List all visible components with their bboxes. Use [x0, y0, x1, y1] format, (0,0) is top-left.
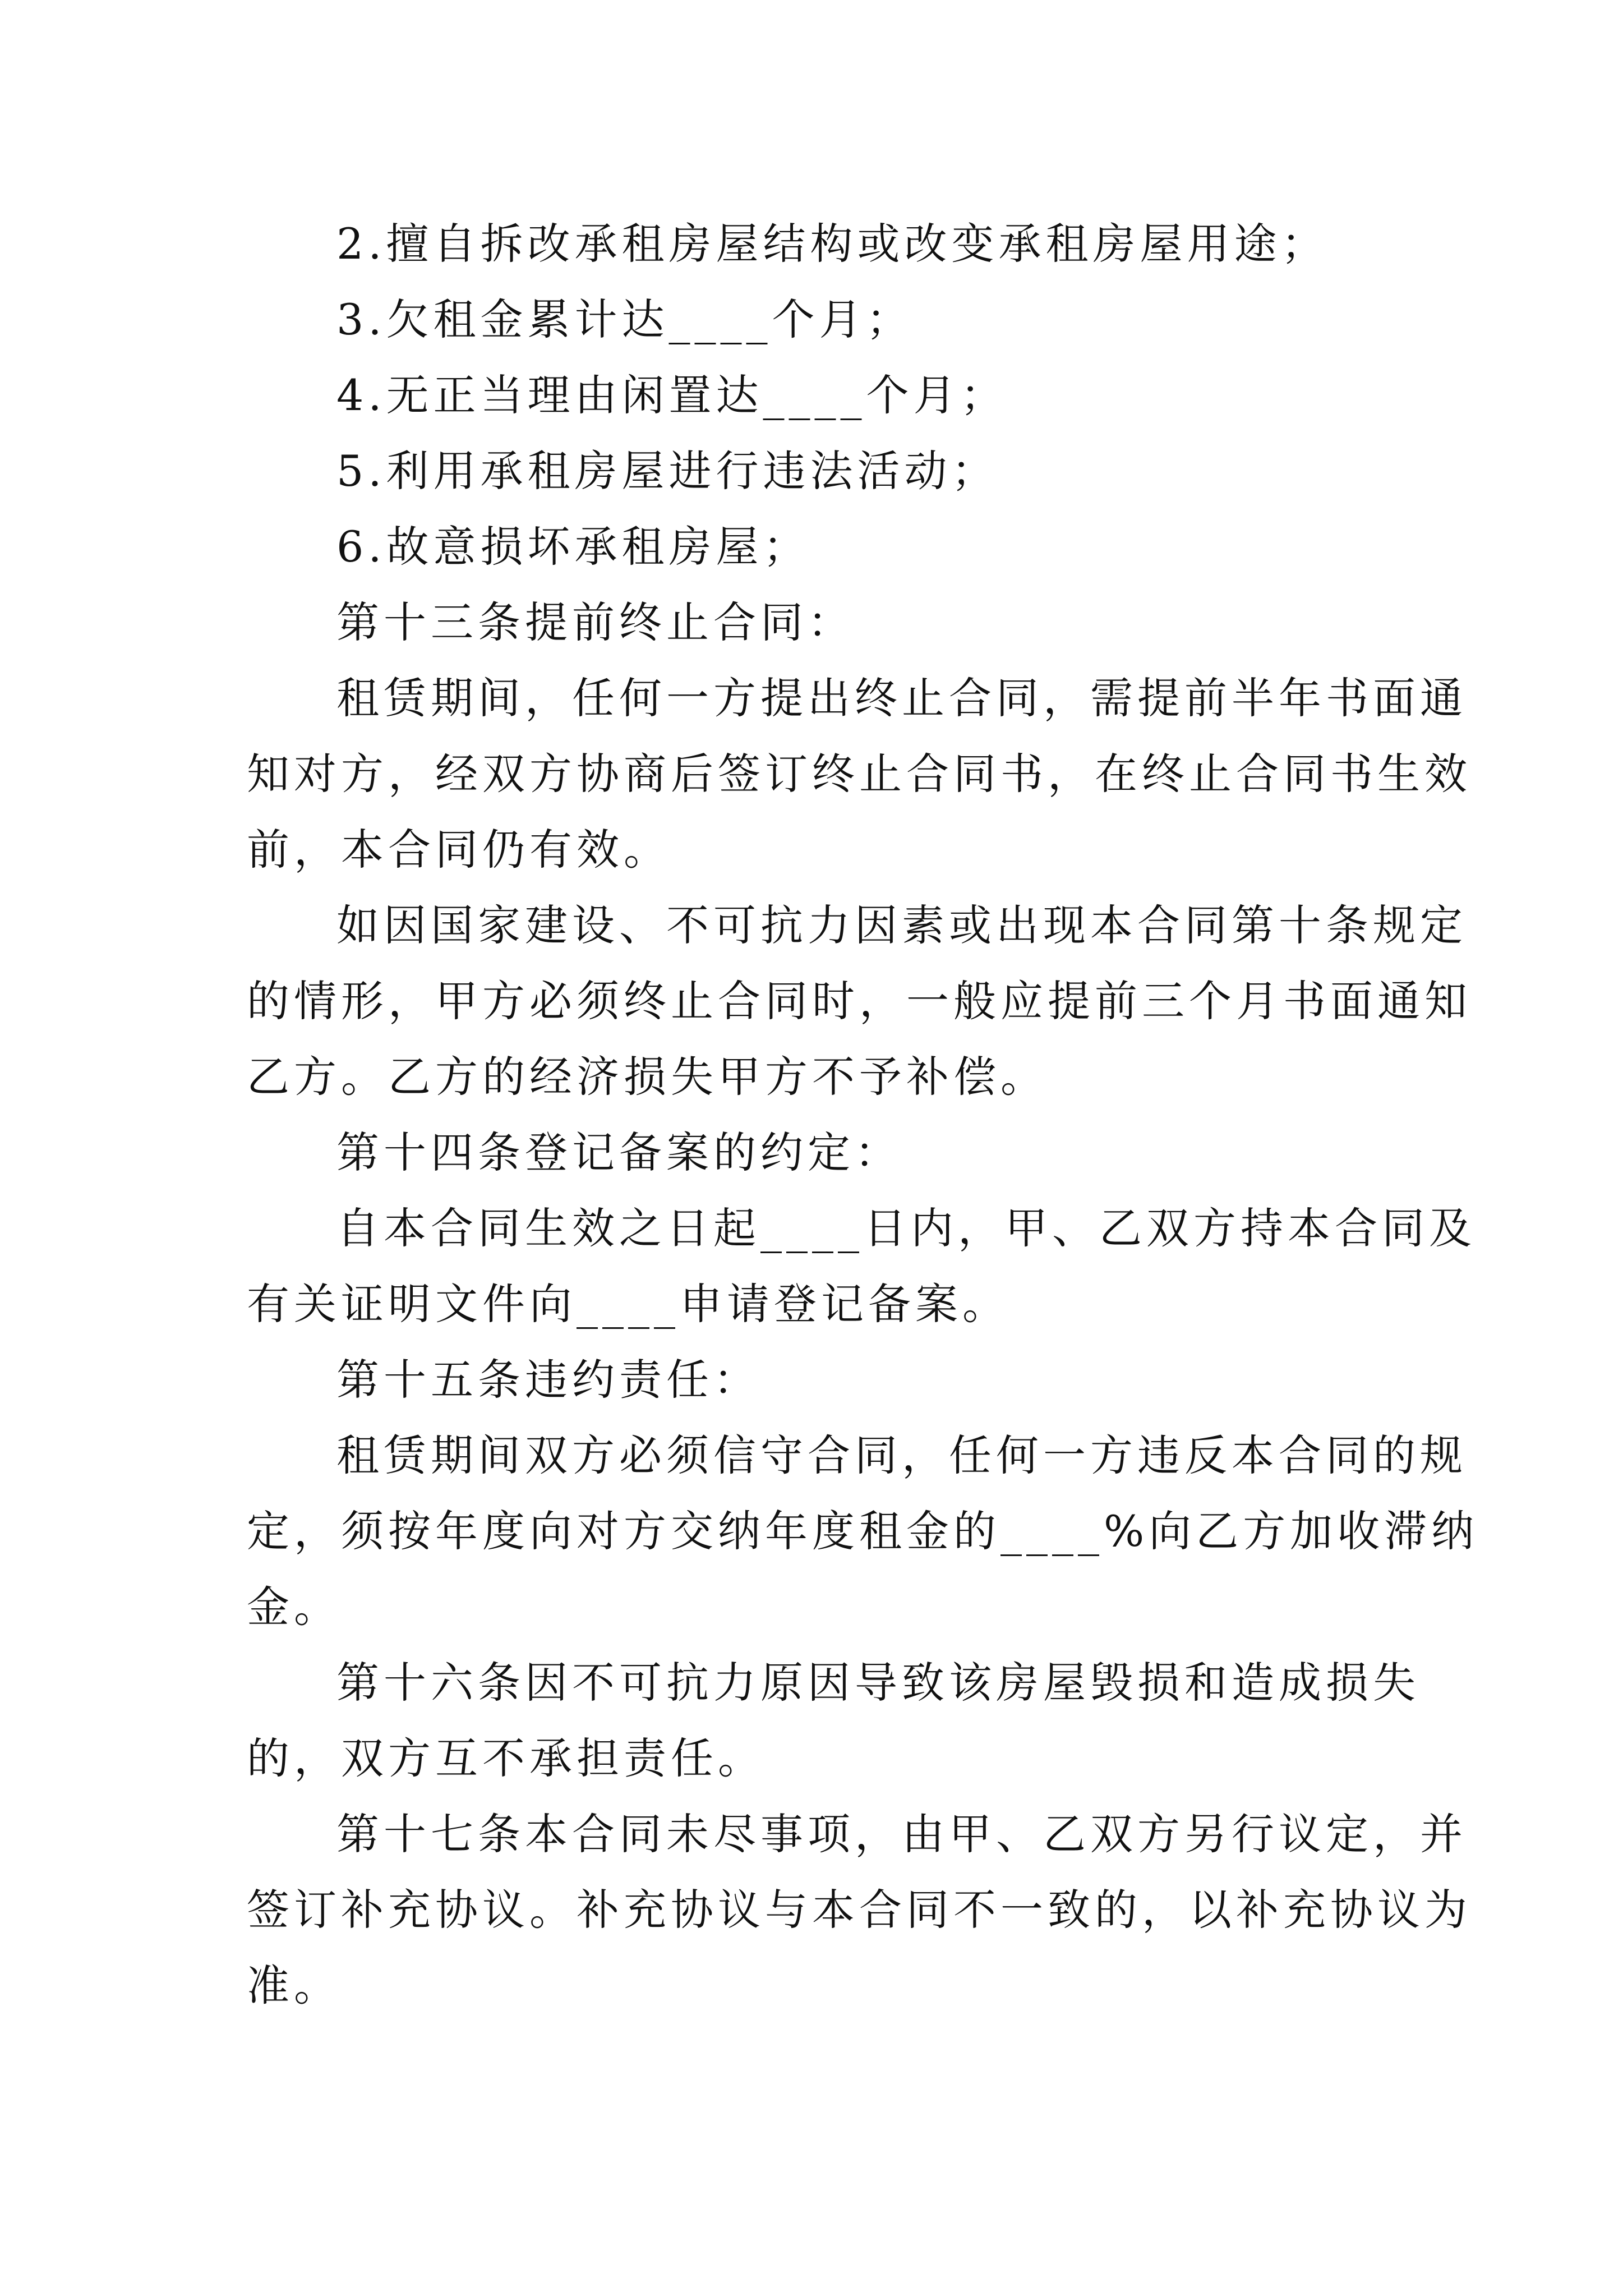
article-15-line2: 定，须按年度向对方交纳年度租金的____%向乙方加收滞纳: [247, 1506, 1479, 1556]
article-14-heading: 第十四条登记备案的约定：: [336, 1128, 902, 1177]
article-15-line3: 金。: [247, 1582, 341, 1632]
article-17-line2: 签订补充协议。补充协议与本合同不一致的，以补充协议为: [247, 1885, 1472, 1935]
article-16-line2: 的，双方互不承担责任。: [247, 1733, 765, 1783]
article-17-line3: 准。: [247, 1961, 341, 2010]
article-13-heading: 第十三条提前终止合同：: [336, 597, 855, 647]
clause-item-4: 4.无正当理由闲置达____个月；: [336, 370, 1008, 420]
article-13-para2-line1: 如因国家建设、不可抗力因素或出现本合同第十条规定: [336, 900, 1467, 950]
article-16-line1: 第十六条因不可抗力原因导致该房屋毁损和造成损失: [336, 1658, 1420, 1708]
article-13-para1-line3: 前，本合同仍有效。: [247, 825, 671, 875]
article-15-line1: 租赁期间双方必须信守合同，任何一方违反本合同的规: [336, 1430, 1467, 1480]
clause-item-5: 5.利用承租房屋进行违法活动；: [336, 446, 999, 496]
article-13-para2-line2: 的情形，甲方必须终止合同时，一般应提前三个月书面通知: [247, 976, 1472, 1026]
article-13-para2-line3: 乙方。乙方的经济损失甲方不予补偿。: [247, 1052, 1048, 1102]
clause-item-2: 2.擅自拆改承租房屋结构或改变承租房屋用途；: [336, 219, 1329, 269]
article-14-line1: 自本合同生效之日起____日内，甲、乙双方持本合同及: [336, 1203, 1476, 1253]
article-13-para1-line2: 知对方，经双方协商后签订终止合同书，在终止合同书生效: [247, 749, 1472, 799]
article-17-line1: 第十七条本合同未尽事项，由甲、乙双方另行议定，并: [336, 1809, 1467, 1859]
article-15-heading: 第十五条违约责任：: [336, 1355, 760, 1405]
article-13-para1-line1: 租赁期间，任何一方提出终止合同，需提前半年书面通: [336, 673, 1467, 723]
clause-item-6: 6.故意损坏承租房屋；: [336, 522, 810, 572]
clause-item-3: 3.欠租金累计达____个月；: [336, 295, 914, 344]
article-14-line2: 有关证明文件向____申请登记备案。: [247, 1279, 1009, 1329]
